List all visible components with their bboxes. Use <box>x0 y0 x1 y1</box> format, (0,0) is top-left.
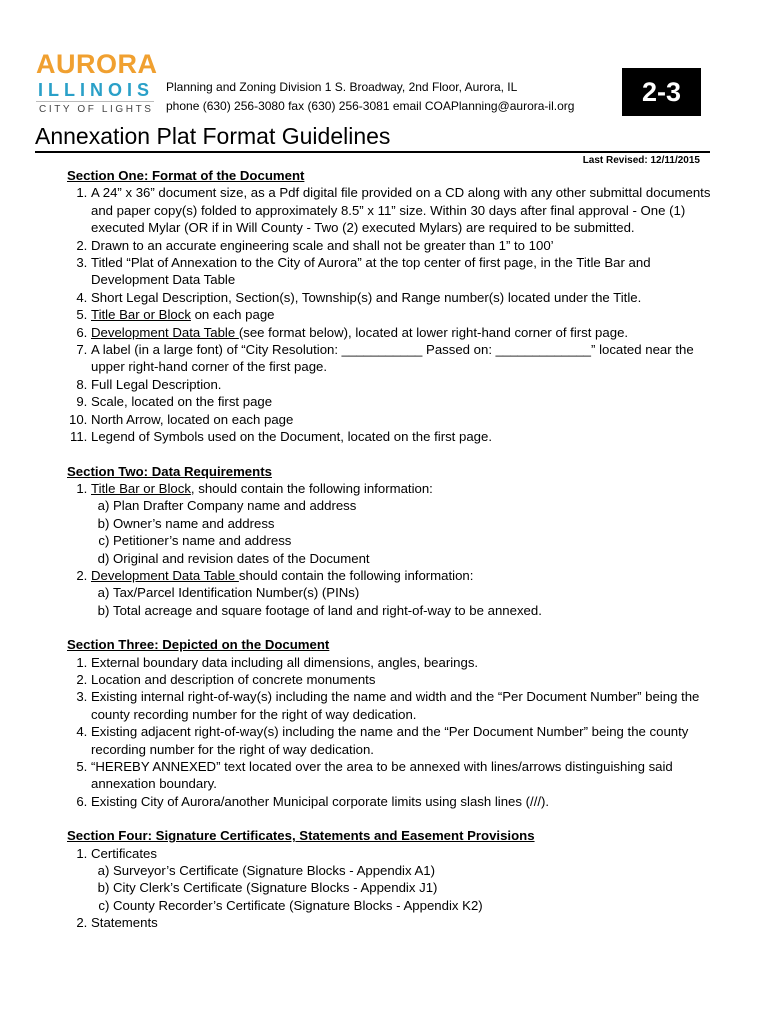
list-item: 1. External boundary data including all dimensions, angles, bearings. <box>91 654 717 671</box>
list-item: 4. Existing adjacent right-of-way(s) including the name and the “Per Document Number” being the county recording number for the right of way dedication. <box>91 723 717 758</box>
sub-list-item: b. City Clerk’s Certificate (Signature Blocks - Appendix J1) <box>113 879 717 896</box>
logo-tagline: CITY OF LIGHTS <box>39 104 154 115</box>
logo-state: ILLINOIS <box>38 80 154 100</box>
list-item: 8. Full Legal Description. <box>91 376 717 393</box>
list-item: 3. Existing internal right-of-way(s) including the name and width and the “Per Document Number” being the county recording number for the right of way dedication. <box>91 688 717 723</box>
section-spacer <box>67 810 717 827</box>
sub-list-item: b. Owner’s name and address <box>113 515 717 532</box>
sub-list-item: c. County Recorder’s Certificate (Signature Blocks - Appendix K2) <box>113 897 717 914</box>
list-item: 2. Development Data Table should contain the following information: a. Tax/Parcel Identification Number(s) (PINs) b. Total acreage and square footage of land and right-of-way to be annexed. <box>91 567 717 619</box>
list-item: 2. Drawn to an accurate engineering scale and shall not be greater than 1” to 100’ <box>91 237 717 254</box>
underlined-term: Title Bar or Block <box>91 480 191 496</box>
list-item: 3. Titled “Plat of Annexation to the City of Aurora” at the top center of first page, in the Title Bar and Development Data Table <box>91 254 717 289</box>
list-item: 1. A 24” x 36” document size, as a Pdf digital file provided on a CD along with any other submittal documents and paper copy(s) folded to approximately 8.5” x 11” size. Within 30 days after final approval - One (1) executed Mylar (OR if in Will County - Two (2) executed Mylars) are required to be submitted. <box>91 184 717 236</box>
section-heading: Section Four: Signature Certificates, Statements and Easement Provisions <box>67 828 535 844</box>
section-spacer <box>67 446 717 463</box>
sub-list <box>91 584 717 619</box>
underlined-term: Title Bar or Block <box>91 307 191 323</box>
document-number-badge: 2-3 <box>622 68 701 116</box>
list-item: 5. “HEREBY ANNEXED” text located over the area to be annexed with lines/arrows distinguishing said annexation boundary. <box>91 758 717 793</box>
sub-list <box>91 862 717 914</box>
sub-list-item: a. Tax/Parcel Identification Number(s) (PINs) <box>113 584 717 601</box>
list-item: 2. Location and description of concrete monuments <box>91 671 717 688</box>
section-list <box>67 654 717 811</box>
title-divider <box>35 151 710 153</box>
list-item: 6. Development Data Table (see format below), located at lower right-hand corner of first page. <box>91 324 717 341</box>
list-item: 4. Short Legal Description, Section(s), Township(s) and Range number(s) located under the Title. <box>91 289 717 306</box>
section-list <box>67 480 717 619</box>
list-item: 1. Title Bar or Block, should contain the following information: a. Plan Drafter Company name and address b. Owner’s name and address c. Petitioner’s name and address d. Original and revision dates of the Document <box>91 480 717 567</box>
list-item: 2. Statements <box>91 914 717 931</box>
section-list <box>67 184 717 445</box>
sub-list-item: a. Surveyor’s Certificate (Signature Blocks - Appendix A1) <box>113 862 717 879</box>
section-heading: Section Two: Data Requirements <box>67 463 272 479</box>
list-item: 7. A label (in a large font) of “City Resolution: ___________ Passed on: _____________” located near the upper right-hand corner of the first page. <box>91 341 717 376</box>
list-item: 11. Legend of Symbols used on the Document, located on the first page. <box>91 428 717 445</box>
underlined-term: Development Data Table <box>91 324 239 340</box>
section-list <box>67 845 717 932</box>
contact-address: Planning and Zoning Division 1 S. Broadway, 2nd Floor, Aurora, IL <box>166 80 518 94</box>
logo-divider <box>36 101 154 102</box>
guidelines-content <box>67 167 717 932</box>
section-heading: Section One: Format of the Document <box>67 168 305 183</box>
list-item: 10. North Arrow, located on each page <box>91 411 717 428</box>
sub-list-item: b. Total acreage and square footage of land and right-of-way to be annexed. <box>113 602 717 619</box>
logo-word: AURORA <box>36 49 158 79</box>
list-item: 9. Scale, located on the first page <box>91 393 717 410</box>
sub-list-item: d. Original and revision dates of the Document <box>113 550 717 567</box>
section-spacer <box>67 619 717 636</box>
page-title: Annexation Plat Format Guidelines <box>35 123 391 149</box>
contact-block <box>166 78 574 116</box>
sub-list <box>91 497 717 567</box>
sub-list-item: c. Petitioner’s name and address <box>113 532 717 549</box>
last-revised: Last Revised: 12/11/2015 <box>582 155 700 166</box>
contact-phone-email: phone (630) 256-3080 fax (630) 256-3081 email COAPlanning@aurora-il.org <box>166 99 575 113</box>
aurora-logo <box>36 48 156 120</box>
section-heading: Section Three: Depicted on the Document <box>67 637 330 653</box>
list-item: 1. Certificates a. Surveyor’s Certificate (Signature Blocks - Appendix A1) b. City Clerk’s Certificate (Signature Blocks - Appendix J1) c. County Recorder’s Certificate (Signature Blocks - Appendix K2) <box>91 845 717 915</box>
underlined-term: Development Data Table <box>91 567 239 583</box>
sub-list-item: a. Plan Drafter Company name and address <box>113 497 717 514</box>
list-item: 5. Title Bar or Block on each page <box>91 306 717 323</box>
list-item: 6. Existing City of Aurora/another Municipal corporate limits using slash lines (///). <box>91 793 717 810</box>
